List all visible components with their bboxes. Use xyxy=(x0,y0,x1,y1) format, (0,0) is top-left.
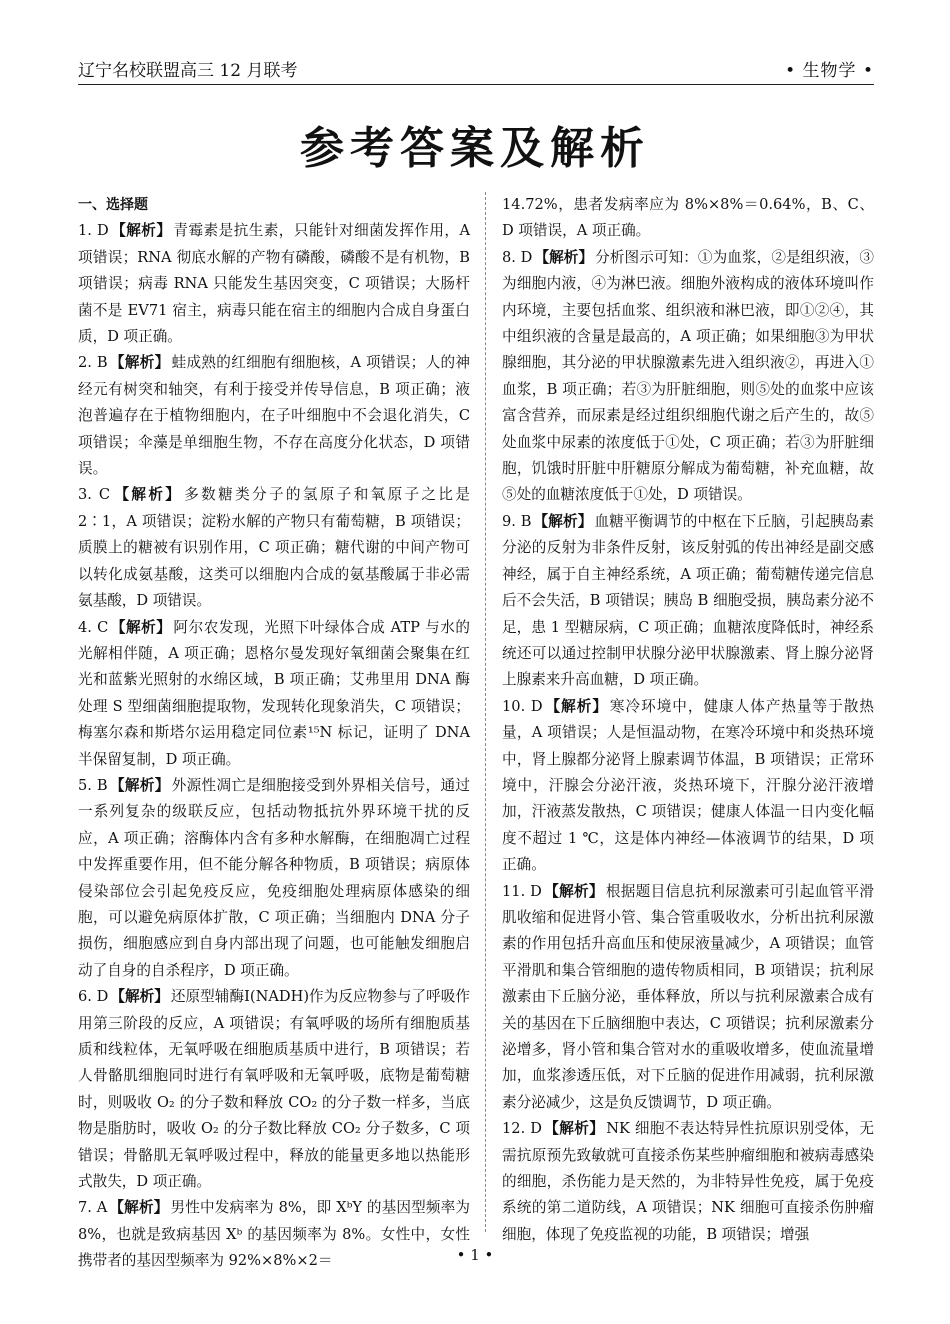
column-divider xyxy=(485,192,486,1232)
left-column xyxy=(78,192,470,1275)
question-12: 12. D 【解析】 NK 细胞不表达特异性抗原识别受体，无需抗原预先致敏就可直接杀伤某些肿瘤细胞和被病毒感染的细胞，杀伤能力是天然的，为非特异性免疫，属于免疫系统的第二道防线，A 项错误；NK 细胞可直接杀伤肿瘤细胞，体现了免疫监视的功能，B 项错误；增强 xyxy=(502,1120,874,1243)
exam-name: 辽宁名校联盟高三 12 月联考 xyxy=(78,61,298,81)
question-9: 9. B 【解析】 血糖平衡调节的中枢在下丘脑，引起胰岛素分泌的反射为非条件反射，该反射弧的传出神经是副交感神经，属于自主神经系统，A 项正确；葡萄糖传递完信息后不会失活，B 项错误；胰岛 B 细胞受损，胰岛素分泌不足，患 1 型糖尿病，C 项正确；血糖浓度降低时，神经系统还可以通过控制甲状腺分泌甲状腺激素、肾上腺分泌肾上腺素来升高血糖，D 项正确。 xyxy=(502,512,874,689)
header-divider xyxy=(78,84,874,85)
question-11: 11. D 【解析】 根据题目信息抗利尿激素可引起血管平滑肌收缩和促进肾小管、集合管重吸收水，分析出抗利尿激素的作用包括升高血压和使尿液量减少，A 项错误；血管平滑肌和集合管细胞的遗传物质相同，B 项错误；抗利尿激素由下丘脑分泌，垂体释放，所以与抗利尿激素合成有关的基因在下丘脑细胞中表达，C 项错误；抗利尿激素分泌增多，肾小管和集合管对水的重吸收增多，使血流量增加，血浆渗透压低，对下丘脑的促进作用减弱，抗利尿激素分泌减少，这是负反馈调节，D 项正确。 xyxy=(502,882,874,1111)
question-10: 10. D 【解析】 寒冷环境中，健康人体产热量等于散热量，A 项错误；人是恒温动物，在寒冷环境中和炎热环境中，肾上腺都分泌肾上腺素调节体温，B 项错误；正常环境中，汗腺会分泌汗液，炎热环境下，汗腺分泌汗液增加，汗液蒸发散热，C 项错误；健康人体温一日内变化幅度不超过 1 ℃，这是体内神经—体液调节的结果，D 项正确。 xyxy=(502,697,874,874)
section-heading: 一、选择题 xyxy=(78,197,148,213)
question-2: 2. B 【解析】 蛙成熟的红细胞有细胞核，A 项错误；人的神经元有树突和轴突，有利于接受并传导信息，B 项正确；液泡普遍存在于植物细胞内，在子叶细胞中不会退化消失，C 项错误；伞藻是单细胞生物，不存在高度分化状态，D 项错误。 xyxy=(78,354,470,478)
question-3: 3. C 【解析】 多数糖类分子的氢原子和氧原子之比是 2∶1，A 项错误；淀粉水解的产物只有葡萄糖，B 项错误；质膜上的糖被有识别作用，C 项正确；糖代谢的中间产物可以转化成氨基酸，这类可以细胞内合成的氨基酸属于非必需氨基酸，D 项错误。 xyxy=(78,486,470,610)
subject-name: • 生物学 • xyxy=(785,61,874,81)
question-5: 5. B 【解析】 外源性凋亡是细胞接受到外界相关信号，通过一系列复杂的级联反应，包括动物抵抗外界环境干扰的反应，A 项正确；溶酶体内含有多种水解酶，在细胞凋亡过程中发挥重要作用，但不能分解各种物质，B 项错误；病原体侵染部位会引起免疫反应，免疫细胞处理病原体感染的细胞，可以避免病原体扩散，C 项正确；当细胞内 DNA 分子损伤，细胞感应到自身内部出现了问题，也可能触发细胞启动了自身的自杀程序，D 项正确。 xyxy=(78,776,470,979)
page-number: • 1 • xyxy=(456,1246,494,1264)
page-title: 参考答案及解析 xyxy=(300,123,650,174)
question-4: 4. C 【解析】 阿尔农发现，光照下叶绿体合成 ATP 与水的光解相伴随，A 项正确；恩格尔曼发现好氧细菌会聚集在红光和蓝紫光照射的水绵区域，B 项正确；艾弗里用 DNA 酶处理 S 型细菌细胞提取物，发现转化现象消失，C 项错误；梅塞尔森和斯塔尔运用稳定同位素¹⁵N 标记，证明了 DNA 半保留复制，D 项正确。 xyxy=(78,618,470,768)
question-8: 8. D 【解析】 分析图示可知：①为血浆，②是组织液，③为细胞内液，④为淋巴液。细胞外液构成的液体环境叫作内环境，主要包括血浆、组织液和淋巴液，即①②④，其中组织液的含量是最高的，A 项正确；如果细胞③为甲状腺细胞，其分泌的甲状腺激素先进入组织液②，再进入①血浆，B 项正确；若③为肝脏细胞，则⑤处的血浆中应该富含营养，而尿素是经过组织细胞代谢之后产生的，故⑤处血浆中尿素的浓度低于①处，C 项正确；若③为肝脏细胞，饥饿时肝脏中肝糖原分解成为葡萄糖，补充血糖，故⑤处的血糖浓度低于①处，D 项错误。 xyxy=(502,248,874,504)
question-6: 6. D 【解析】 还原型辅酶Ⅰ(NADH)作为反应物参与了呼吸作用第三阶段的反应，A 项错误；有氧呼吸的场所有细胞质基质和线粒体，无氧呼吸在细胞质基质中进行，B 项错误；若人骨骼肌细胞同时进行有氧呼吸和无氧呼吸，底物是葡萄糖时，则吸收 O₂ 的分子数和释放 CO₂ 的分子数一样多，当底物是脂肪时，吸收 O₂ 的分子数比释放 CO₂ 分子数多，C 项错误；骨骼肌无氧呼吸过程中，释放的能量更多地以热能形式散失，D 项正确。 xyxy=(78,988,471,1191)
question-7-continued: 14.72%，患者发病率应为 8%×8%＝0.64%，B、C、D 项错误，A 项正确。 xyxy=(502,196,874,240)
page-header xyxy=(78,56,874,82)
question-1: 1. D 【解析】 青霉素是抗生素，只能针对细菌发挥作用，A 项错误；RNA 彻底水解的产物有磷酸，磷酸不是有机物，B 项错误；病毒 RNA 只能发生基因突变，C 项错误；大肠杆菌不是 EV71 宿主，病毒只能在宿主的细胞内合成自身蛋白质，D 项正确。 xyxy=(78,222,470,346)
right-column xyxy=(502,192,874,1248)
question-7: 7. A 【解析】 男性中发病率为 8%，即 XᵇY 的基因型频率为 8%，也就是致病基因 Xᵇ 的基因频率为 8%。女性中，女性携带者的基因型频率为 92%×8%×2＝ xyxy=(78,1199,470,1270)
